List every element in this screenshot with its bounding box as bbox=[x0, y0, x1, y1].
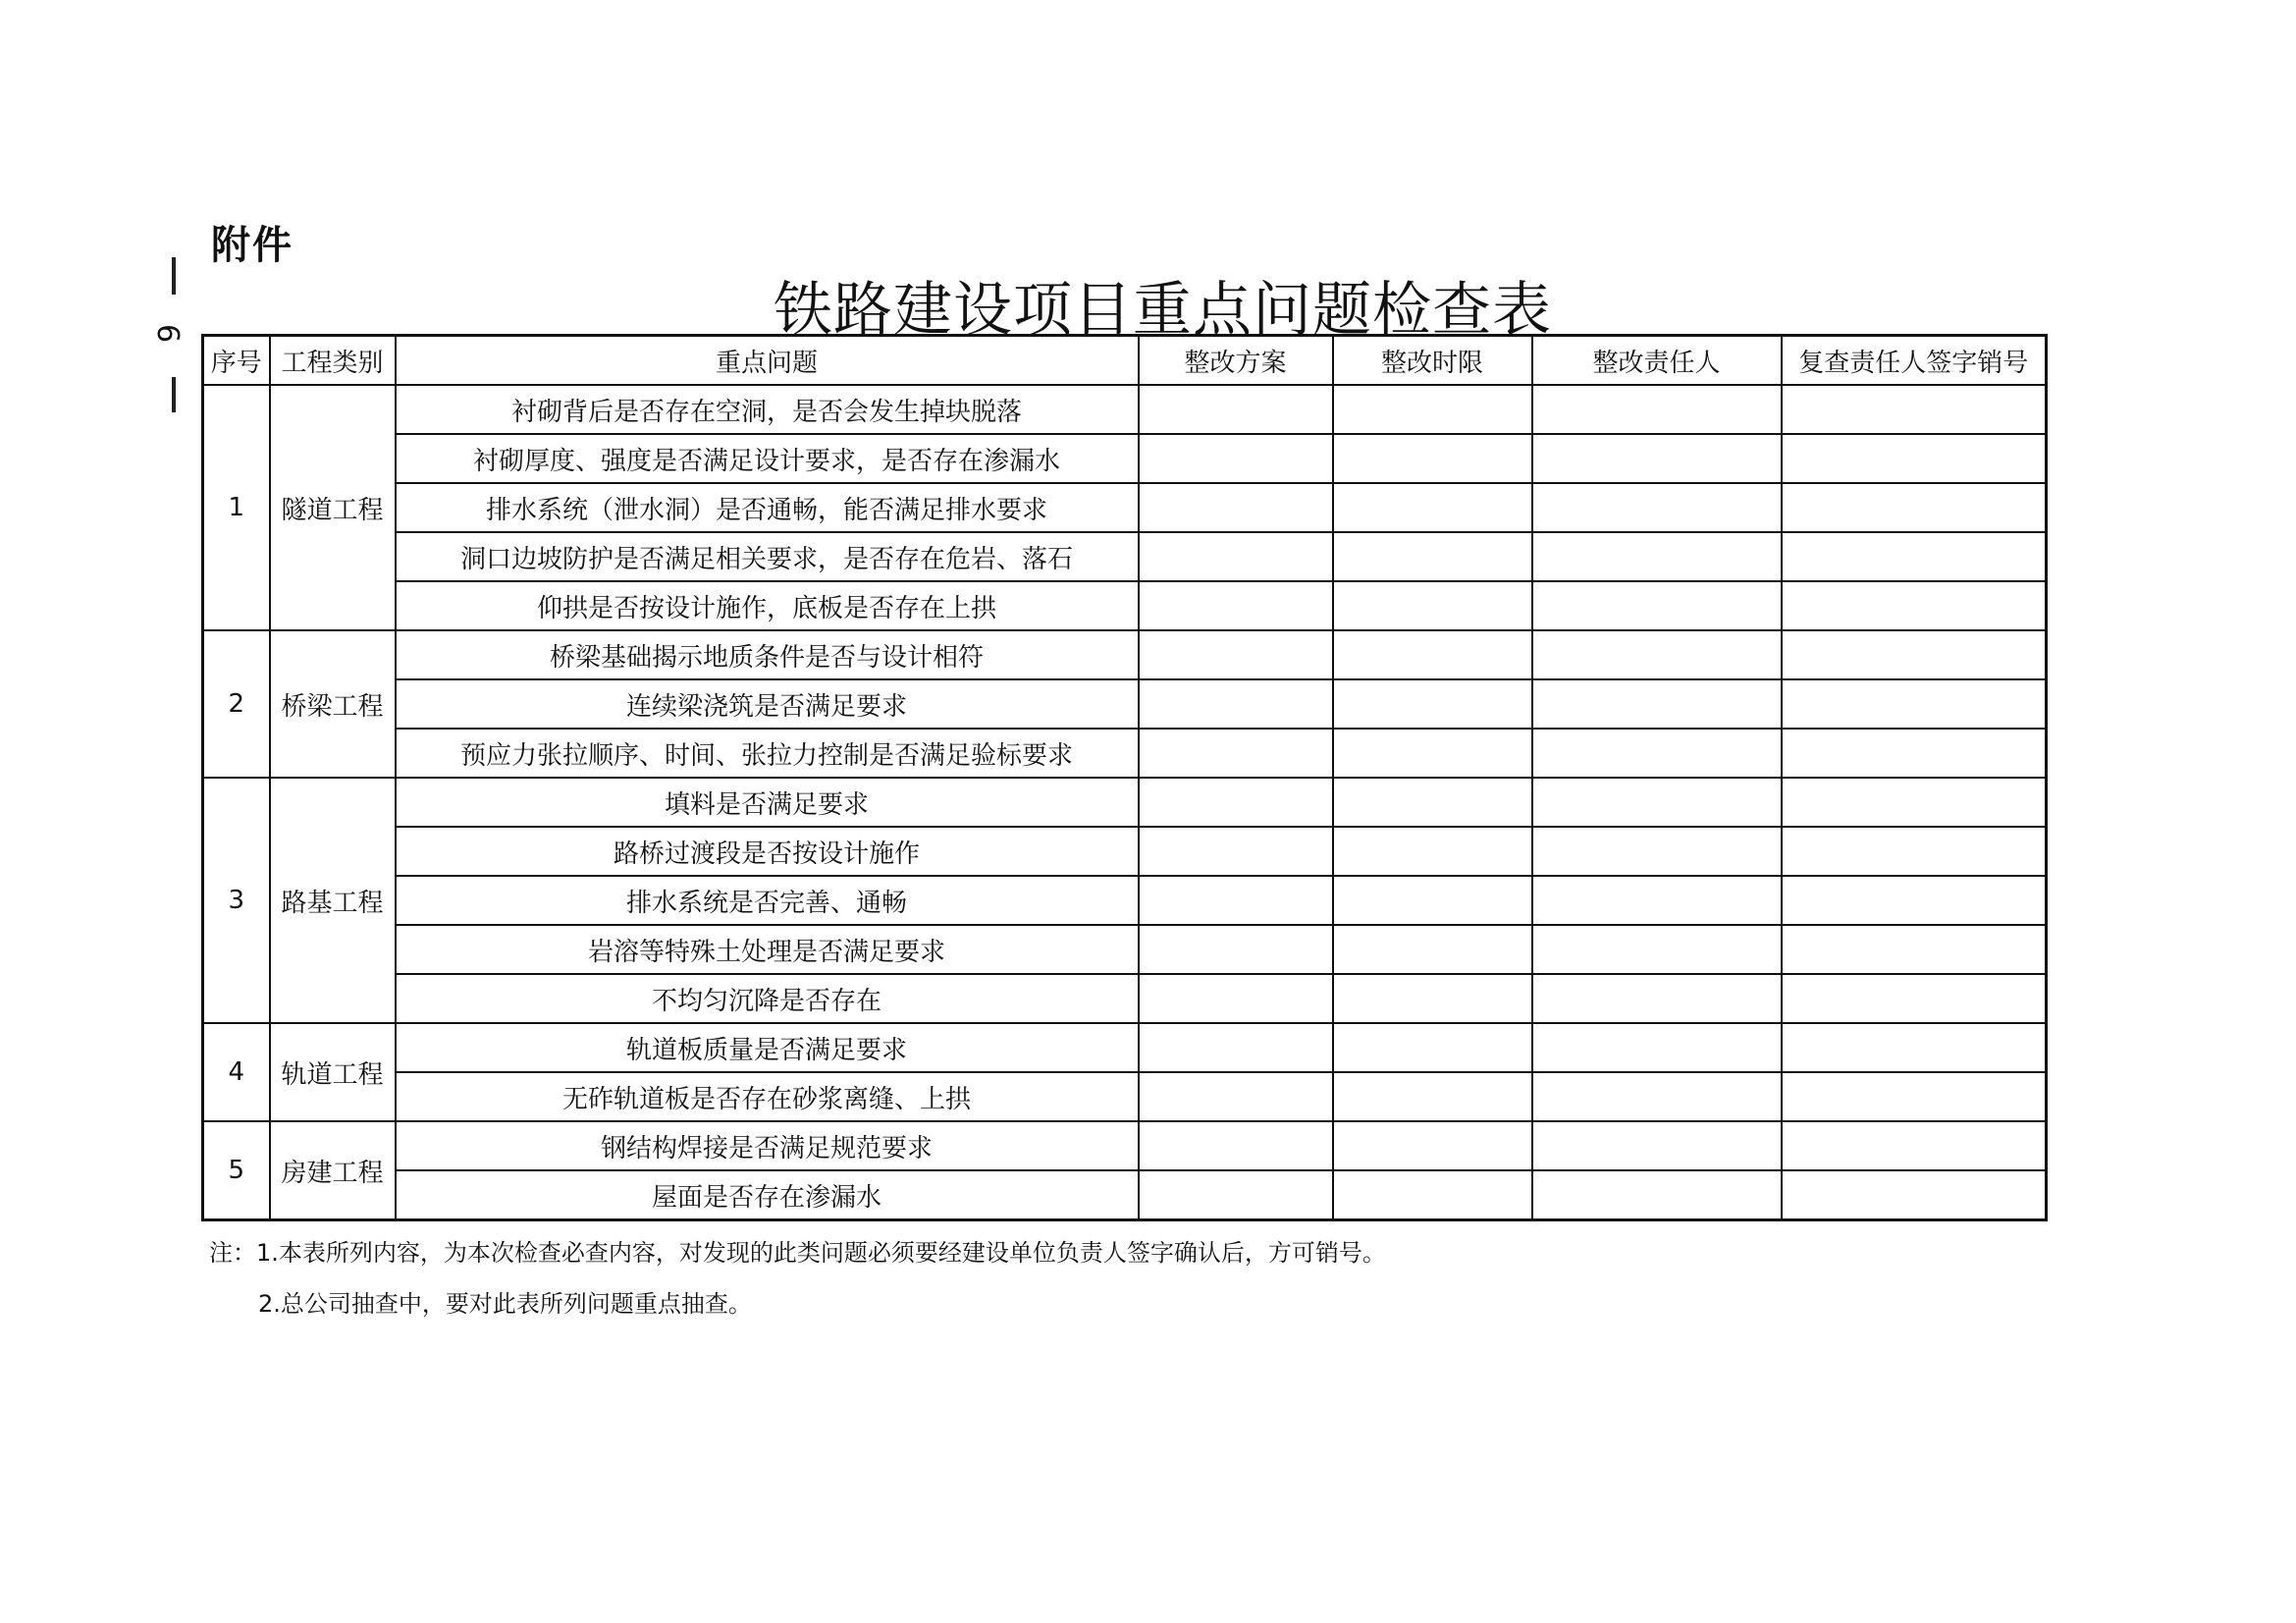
cell-reviewer bbox=[1782, 729, 2047, 778]
note-1: 注：1.本表所列内容，为本次检查必查内容，对发现的此类问题必须要经建设单位负责人签字确认后，方可销号。 bbox=[209, 1239, 1386, 1267]
header-row bbox=[203, 336, 2047, 386]
cell-reviewer bbox=[1782, 974, 2047, 1023]
cell-issue: 排水系统是否完善、通畅 bbox=[396, 876, 1139, 925]
table-row bbox=[203, 679, 2047, 729]
cell-deadline bbox=[1333, 1072, 1532, 1121]
table-row bbox=[203, 385, 2047, 434]
cell-deadline bbox=[1333, 876, 1532, 925]
cell-responsible bbox=[1532, 532, 1782, 581]
cell-reviewer bbox=[1782, 1121, 2047, 1170]
cell-responsible bbox=[1532, 1170, 1782, 1220]
cell-issue: 预应力张拉顺序、时间、张拉力控制是否满足验标要求 bbox=[396, 729, 1139, 778]
cell-issue: 路桥过渡段是否按设计施作 bbox=[396, 827, 1139, 876]
cell-issue: 不均匀沉降是否存在 bbox=[396, 974, 1139, 1023]
cell-plan bbox=[1139, 581, 1333, 630]
cell-plan bbox=[1139, 630, 1333, 679]
table-row bbox=[203, 876, 2047, 925]
table-row bbox=[203, 434, 2047, 483]
cell-reviewer bbox=[1782, 1023, 2047, 1072]
cell-deadline bbox=[1333, 483, 1532, 532]
table-row bbox=[203, 925, 2047, 974]
table-row bbox=[203, 483, 2047, 532]
table-row bbox=[203, 1023, 2047, 1072]
cell-category: 轨道工程 bbox=[270, 1023, 396, 1121]
table-row bbox=[203, 827, 2047, 876]
cell-responsible bbox=[1532, 827, 1782, 876]
cell-issue: 衬砌厚度、强度是否满足设计要求，是否存在渗漏水 bbox=[396, 434, 1139, 483]
cell-reviewer bbox=[1782, 532, 2047, 581]
cell-deadline bbox=[1333, 581, 1532, 630]
cell-issue: 桥梁基础揭示地质条件是否与设计相符 bbox=[396, 630, 1139, 679]
cell-plan bbox=[1139, 434, 1333, 483]
cell-deadline bbox=[1333, 974, 1532, 1023]
cell-deadline bbox=[1333, 925, 1532, 974]
cell-plan bbox=[1139, 925, 1333, 974]
cell-responsible bbox=[1532, 925, 1782, 974]
table-row bbox=[203, 974, 2047, 1023]
cell-reviewer bbox=[1782, 630, 2047, 679]
cell-issue: 仰拱是否按设计施作，底板是否存在上拱 bbox=[396, 581, 1139, 630]
cell-plan bbox=[1139, 1072, 1333, 1121]
note-2: 2.总公司抽查中，要对此表所列问题重点抽查。 bbox=[258, 1290, 752, 1318]
cell-responsible bbox=[1532, 630, 1782, 679]
page-number: 6 bbox=[150, 323, 186, 344]
cell-plan bbox=[1139, 1170, 1333, 1220]
cell-seq: 3 bbox=[203, 778, 270, 1023]
table-row bbox=[203, 581, 2047, 630]
cell-deadline bbox=[1333, 434, 1532, 483]
cell-issue: 填料是否满足要求 bbox=[396, 778, 1139, 827]
cell-reviewer bbox=[1782, 1072, 2047, 1121]
cell-deadline bbox=[1333, 679, 1532, 729]
cell-seq: 2 bbox=[203, 630, 270, 778]
cell-issue: 钢结构焊接是否满足规范要求 bbox=[396, 1121, 1139, 1170]
cell-plan bbox=[1139, 729, 1333, 778]
cell-category: 隧道工程 bbox=[270, 385, 396, 630]
cell-reviewer bbox=[1782, 925, 2047, 974]
cell-reviewer bbox=[1782, 385, 2047, 434]
cell-plan bbox=[1139, 974, 1333, 1023]
cell-responsible bbox=[1532, 385, 1782, 434]
cell-plan bbox=[1139, 483, 1333, 532]
cell-issue: 无砟轨道板是否存在砂浆离缝、上拱 bbox=[396, 1072, 1139, 1121]
cell-responsible bbox=[1532, 1121, 1782, 1170]
notes bbox=[209, 1227, 1386, 1329]
cell-plan bbox=[1139, 827, 1333, 876]
margin-mark-bottom bbox=[172, 377, 176, 412]
cell-responsible bbox=[1532, 1023, 1782, 1072]
cell-seq: 5 bbox=[203, 1121, 270, 1220]
cell-responsible bbox=[1532, 581, 1782, 630]
cell-category: 路基工程 bbox=[270, 778, 396, 1023]
cell-issue: 岩溶等特殊土处理是否满足要求 bbox=[396, 925, 1139, 974]
cell-reviewer bbox=[1782, 434, 2047, 483]
cell-deadline bbox=[1333, 729, 1532, 778]
header-category: 工程类别 bbox=[270, 336, 396, 386]
table-row bbox=[203, 630, 2047, 679]
cell-issue: 排水系统（泄水洞）是否通畅，能否满足排水要求 bbox=[396, 483, 1139, 532]
cell-reviewer bbox=[1782, 679, 2047, 729]
table-row bbox=[203, 1072, 2047, 1121]
cell-plan bbox=[1139, 1023, 1333, 1072]
header-deadline: 整改时限 bbox=[1333, 336, 1532, 386]
cell-responsible bbox=[1532, 434, 1782, 483]
cell-reviewer bbox=[1782, 827, 2047, 876]
cell-responsible bbox=[1532, 729, 1782, 778]
cell-reviewer bbox=[1782, 1170, 2047, 1220]
cell-reviewer bbox=[1782, 876, 2047, 925]
cell-deadline bbox=[1333, 778, 1532, 827]
cell-plan bbox=[1139, 679, 1333, 729]
cell-responsible bbox=[1532, 679, 1782, 729]
table-row bbox=[203, 1170, 2047, 1220]
cell-category: 桥梁工程 bbox=[270, 630, 396, 778]
cell-deadline bbox=[1333, 1121, 1532, 1170]
cell-plan bbox=[1139, 1121, 1333, 1170]
header-plan: 整改方案 bbox=[1139, 336, 1333, 386]
cell-responsible bbox=[1532, 974, 1782, 1023]
cell-issue: 洞口边坡防护是否满足相关要求，是否存在危岩、落石 bbox=[396, 532, 1139, 581]
cell-responsible bbox=[1532, 483, 1782, 532]
cell-issue: 屋面是否存在渗漏水 bbox=[396, 1170, 1139, 1220]
header-reviewer: 复查责任人签字销号 bbox=[1782, 336, 2047, 386]
table-row bbox=[203, 1121, 2047, 1170]
cell-category: 房建工程 bbox=[270, 1121, 396, 1220]
cell-seq: 1 bbox=[203, 385, 270, 630]
header-issue: 重点问题 bbox=[396, 336, 1139, 386]
cell-deadline bbox=[1333, 630, 1532, 679]
page-title: 铁路建设项目重点问题检查表 bbox=[774, 276, 1552, 345]
cell-reviewer bbox=[1782, 483, 2047, 532]
cell-plan bbox=[1139, 385, 1333, 434]
cell-deadline bbox=[1333, 1023, 1532, 1072]
cell-deadline bbox=[1333, 532, 1532, 581]
table-row bbox=[203, 729, 2047, 778]
cell-issue: 衬砌背后是否存在空洞，是否会发生掉块脱落 bbox=[396, 385, 1139, 434]
cell-deadline bbox=[1333, 1170, 1532, 1220]
cell-plan bbox=[1139, 778, 1333, 827]
attachment-label: 附件 bbox=[211, 223, 294, 268]
cell-deadline bbox=[1333, 385, 1532, 434]
cell-responsible bbox=[1532, 876, 1782, 925]
header-seq: 序号 bbox=[203, 336, 270, 386]
cell-issue: 连续梁浇筑是否满足要求 bbox=[396, 679, 1139, 729]
cell-responsible bbox=[1532, 1072, 1782, 1121]
inspection-table bbox=[201, 334, 2048, 1221]
table-row bbox=[203, 532, 2047, 581]
cell-reviewer bbox=[1782, 778, 2047, 827]
table-body bbox=[203, 385, 2047, 1220]
cell-plan bbox=[1139, 532, 1333, 581]
header-responsible: 整改责任人 bbox=[1532, 336, 1782, 386]
cell-deadline bbox=[1333, 827, 1532, 876]
cell-plan bbox=[1139, 876, 1333, 925]
cell-issue: 轨道板质量是否满足要求 bbox=[396, 1023, 1139, 1072]
cell-responsible bbox=[1532, 778, 1782, 827]
cell-reviewer bbox=[1782, 581, 2047, 630]
cell-seq: 4 bbox=[203, 1023, 270, 1121]
table-row bbox=[203, 778, 2047, 827]
